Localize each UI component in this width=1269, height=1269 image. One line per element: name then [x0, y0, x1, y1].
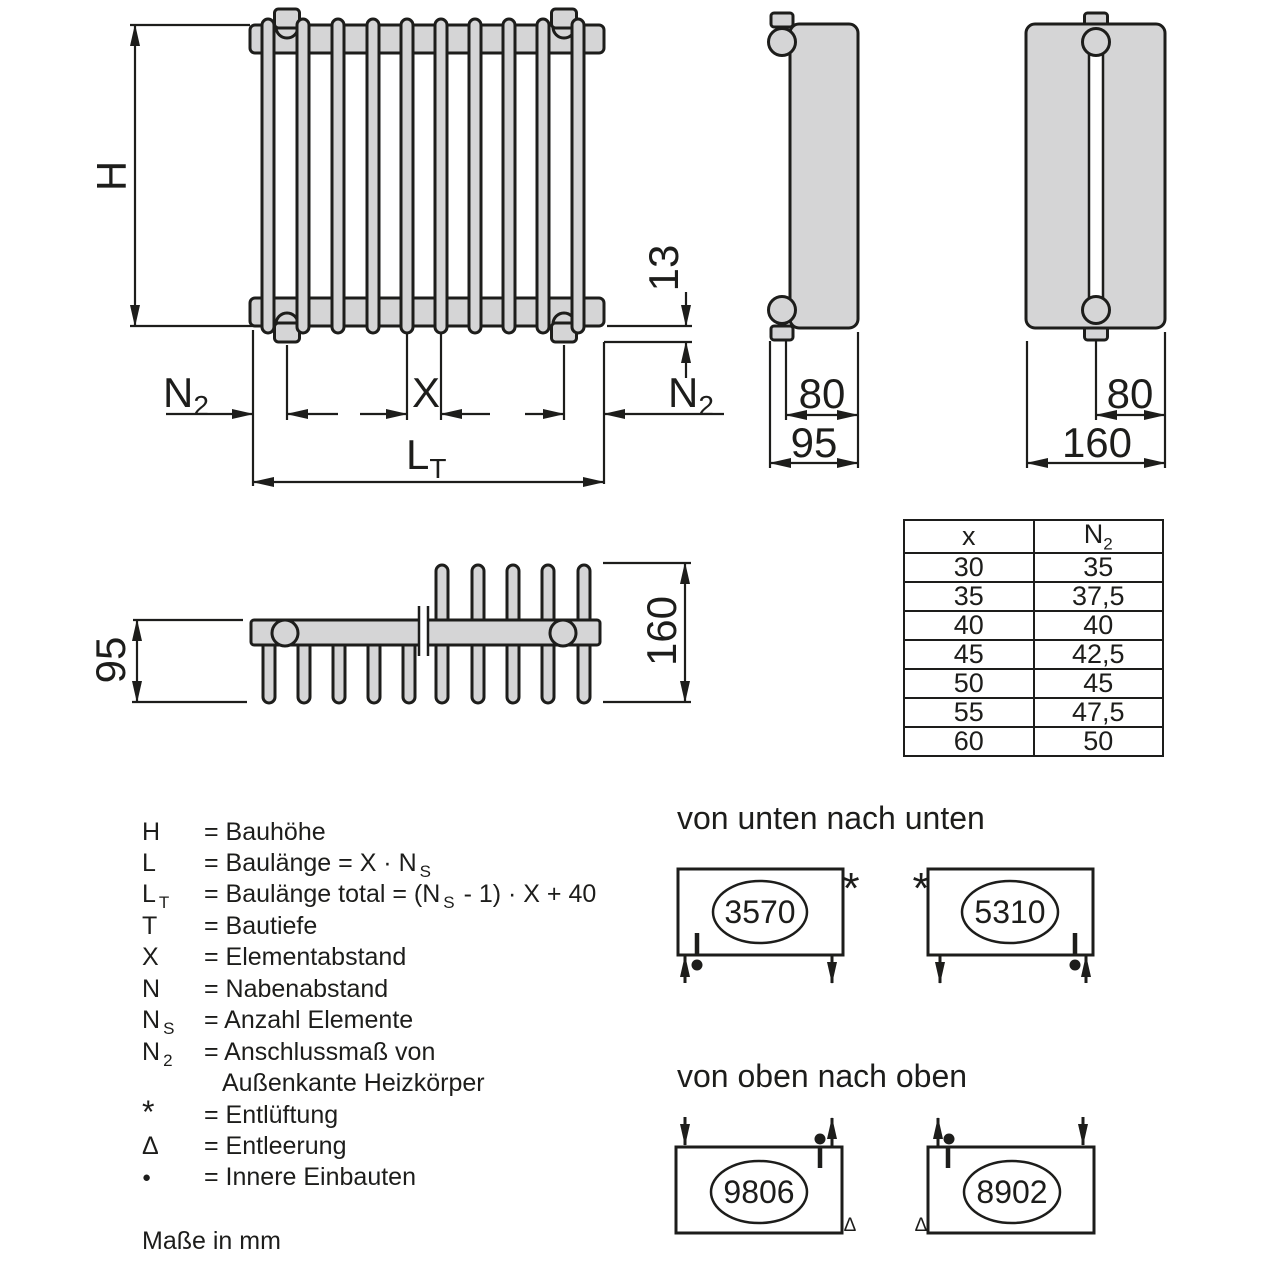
schemes-bottom-bottom: [660, 855, 1160, 1005]
cell-x: 30: [904, 553, 1034, 582]
legend-symbol: T: [142, 912, 158, 940]
section-title-top-top: von oben nach oben: [677, 1058, 968, 1094]
legend-definition: = Nabenabstand: [204, 975, 389, 1003]
cell-n2: 40: [1034, 611, 1164, 640]
legend-definition: = Elementabstand: [204, 943, 407, 971]
table-header-row: [904, 520, 1163, 553]
units-note: Maße in mm: [142, 1227, 281, 1255]
connection-scheme-8902: [915, 1117, 1094, 1236]
col-header-x: x: [904, 520, 1034, 553]
legend-definition: = Bauhöhe: [204, 818, 326, 846]
dim-label-95-plan: 95: [87, 636, 134, 684]
table-row: [904, 582, 1163, 611]
cell-n2: 47,5: [1034, 698, 1164, 727]
cell-n2: 42,5: [1034, 640, 1164, 669]
col-header-n2: $N_2$: [1034, 520, 1164, 553]
dim-label-x: X: [412, 369, 441, 416]
connection-code: 5310: [974, 894, 1046, 930]
dim-label-160-plan: 160: [638, 595, 685, 667]
cell-n2: 35: [1034, 553, 1164, 582]
connection-scheme-3570: [678, 864, 860, 983]
cell-x: 60: [904, 727, 1034, 756]
cell-n2: 37,5: [1034, 582, 1164, 611]
spacing-table: [903, 519, 1164, 757]
vent-symbol: *: [142, 1094, 155, 1130]
legend-definition: = Baulänge = X · N $_S$: [204, 849, 431, 881]
legend-definition: = Innere Einbauten: [204, 1163, 416, 1191]
legend-row-n2-line2: Außenkante Heizkörper: [222, 1069, 485, 1097]
connection-scheme-5310: [912, 864, 1093, 983]
hub-boss: [771, 326, 793, 340]
legend-symbol: N $_2$: [142, 1038, 173, 1070]
cell-n2: 50: [1034, 727, 1164, 756]
dim-label-13: 13: [640, 244, 687, 292]
legend-symbol: X: [142, 943, 159, 971]
dim-label-lt: $L_T$: [406, 431, 447, 484]
hub-nipple: [1083, 297, 1110, 324]
legend-definition: = Entlüftung: [204, 1101, 339, 1129]
side-body: [790, 24, 858, 328]
dim-label-95: 95: [790, 419, 838, 466]
cell-x: 55: [904, 698, 1034, 727]
cell-x: 35: [904, 582, 1034, 611]
side-view-95: [769, 13, 859, 468]
legend-definition: = Anzahl Elemente: [204, 1006, 414, 1034]
table-row: [904, 698, 1163, 727]
connection-scheme-9806: [676, 1117, 857, 1236]
legend-definition: = Anschlussmaß von: [204, 1038, 436, 1066]
cell-x: 40: [904, 611, 1034, 640]
dim-label-n2-left: N2: [163, 369, 209, 421]
legend-symbol: N: [142, 975, 161, 1003]
section-title-bottom-bottom: von unten nach unten: [677, 800, 985, 836]
legend-definition: = Entleerung: [204, 1132, 347, 1160]
table-row: [904, 669, 1163, 698]
hub-nipple: [769, 297, 796, 324]
legend: [142, 0, 642, 1269]
internals-dot: [815, 1134, 826, 1145]
cell-x: 45: [904, 640, 1034, 669]
table-row: [904, 727, 1163, 756]
internals-dot: [692, 960, 703, 971]
connection-code: 3570: [724, 894, 796, 930]
hub-nipple: [1083, 29, 1110, 56]
table-row: [904, 611, 1163, 640]
table-row: [904, 553, 1163, 582]
dim-label-80: 80: [798, 370, 846, 417]
internals-dot: [1070, 960, 1081, 971]
cell-x: 50: [904, 669, 1034, 698]
legend-symbol: L: [142, 849, 156, 877]
schemes-top-top: [660, 1095, 1160, 1269]
internals-dot: [944, 1134, 955, 1145]
dim-label-80: 80: [1106, 370, 1154, 417]
vent-symbol: *: [912, 864, 930, 913]
legend-symbol: H: [142, 818, 161, 846]
legend-symbol: N $_S$: [142, 1006, 175, 1038]
hub-nipple: [769, 29, 796, 56]
tube-seam: [1089, 54, 1103, 298]
dim-label-160: 160: [1061, 419, 1133, 466]
drain-symbol: Δ: [843, 1215, 857, 1236]
vent-symbol: *: [842, 864, 860, 913]
table-row: [904, 640, 1163, 669]
side-view-160: [1026, 13, 1165, 468]
legend-definition: = Bautiefe: [204, 912, 318, 940]
drain-symbol: Δ: [142, 1132, 159, 1160]
connection-code: 9806: [723, 1174, 795, 1210]
hub-boss: [771, 13, 793, 27]
internals-symbol: ●: [142, 1169, 152, 1186]
dim-label-n2-right: N2: [668, 369, 714, 421]
legend-symbol: L $_T$: [142, 880, 170, 912]
connection-code: 8902: [976, 1174, 1048, 1210]
dim-label-height: H: [88, 160, 135, 192]
legend-definition: = Baulänge total = (N $_S$ - 1) · X + 40: [204, 880, 597, 912]
drain-symbol: Δ: [914, 1215, 928, 1236]
cell-n2: 45: [1034, 669, 1164, 698]
